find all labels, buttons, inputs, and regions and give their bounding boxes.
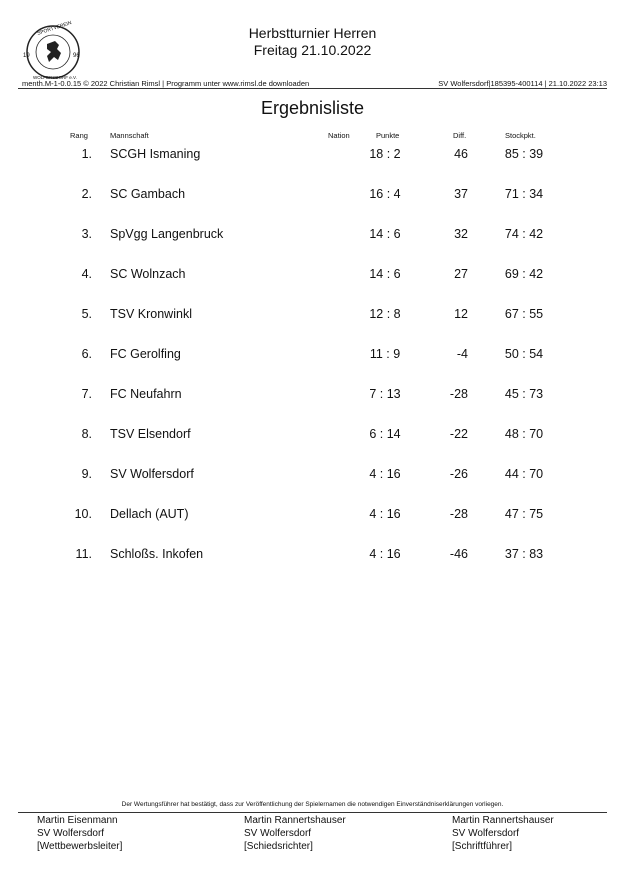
- header-divider: [18, 88, 607, 89]
- logo-text-bottom: WOLFERSDORF e.V.: [33, 75, 77, 80]
- table-row: [0, 307, 625, 327]
- footer-divider: [18, 812, 607, 813]
- stock-cell: 71 : 34: [504, 187, 544, 201]
- signature-block-secretary: [452, 814, 554, 853]
- diff-cell: 32: [454, 227, 468, 241]
- header-points: Punkte: [376, 131, 400, 140]
- stock-cell: 47 : 75: [504, 507, 544, 521]
- team-cell: FC Neufahrn: [110, 387, 182, 401]
- signature-name: Martin Rannertshauser: [452, 815, 554, 826]
- rank-cell: 11.: [75, 547, 92, 561]
- points-cell: 11 : 9: [369, 347, 401, 361]
- points-cell: 12 : 8: [369, 307, 401, 321]
- points-cell: 18 : 2: [369, 147, 401, 161]
- stock-cell: 69 : 42: [504, 267, 544, 281]
- logo-text-top: SPORTVEREIN: [36, 20, 73, 37]
- stock-cell: 67 : 55: [504, 307, 544, 321]
- signature-club: SV Wolfersdorf: [37, 828, 105, 839]
- rank-cell: 10.: [74, 507, 92, 521]
- diff-cell: -22: [449, 427, 468, 441]
- diff-cell: 46: [454, 147, 468, 161]
- diff-cell: -46: [449, 547, 468, 561]
- rank-cell: 1.: [81, 147, 92, 161]
- page-title: Ergebnisliste: [260, 98, 365, 118]
- stock-cell: 48 : 70: [504, 427, 544, 441]
- signature-block-referee: [244, 814, 346, 853]
- points-cell: 14 : 6: [369, 267, 401, 281]
- diff-cell: -28: [449, 387, 468, 401]
- diff-cell: -28: [449, 507, 468, 521]
- points-cell: 16 : 4: [369, 187, 401, 201]
- logo-year-right: 96: [73, 53, 80, 59]
- stock-cell: 74 : 42: [504, 227, 544, 241]
- header-stock: Stockpkt.: [505, 131, 536, 140]
- stock-cell: 50 : 54: [504, 347, 544, 361]
- stock-cell: 44 : 70: [504, 467, 544, 481]
- points-cell: 4 : 16: [369, 547, 401, 561]
- header-team: Mannschaft: [110, 131, 149, 140]
- program-info: menth.M-1-0.0.15 © 2022 Christian Rimsl | Programm unter www.rimsl.de downloaden: [22, 79, 310, 88]
- signature-role: [Schriftführer]: [452, 841, 513, 852]
- table-row: [0, 547, 625, 567]
- signature-name: Martin Rannertshauser: [244, 815, 346, 826]
- tournament-date: Freitag 21.10.2022: [253, 42, 372, 58]
- rank-cell: 4.: [81, 267, 92, 281]
- table-row: [0, 387, 625, 407]
- rank-cell: 5.: [81, 307, 92, 321]
- stock-cell: 37 : 83: [504, 547, 544, 561]
- points-cell: 4 : 16: [369, 467, 401, 481]
- points-cell: 6 : 14: [369, 427, 401, 441]
- tournament-title: Herbstturnier Herren: [248, 25, 377, 41]
- team-cell: Schloßs. Inkofen: [110, 547, 204, 561]
- team-cell: SC Gambach: [110, 187, 186, 201]
- rank-cell: 3.: [81, 227, 92, 241]
- diff-cell: -26: [449, 467, 468, 481]
- team-cell: SpVgg Langenbruck: [110, 227, 224, 241]
- rank-cell: 6.: [81, 347, 92, 361]
- team-cell: TSV Kronwinkl: [110, 307, 192, 321]
- rank-cell: 2.: [81, 187, 92, 201]
- consent-note: Der Wertungsführer hat bestätigt, dass zur Veröffentlichung der Spielernamen die notwendigen Einverständniserklärungen vorliegen.: [121, 801, 504, 808]
- diff-cell: 37: [454, 187, 468, 201]
- table-row: [0, 227, 625, 247]
- rank-cell: 8.: [81, 427, 92, 441]
- header-diff: Diff.: [453, 131, 467, 140]
- logo-year-left: 19: [23, 53, 30, 59]
- stock-cell: 45 : 73: [504, 387, 544, 401]
- signature-club: SV Wolfersdorf: [452, 828, 520, 839]
- stock-cell: 85 : 39: [504, 147, 544, 161]
- table-row: [0, 507, 625, 527]
- table-row: [0, 147, 625, 167]
- signature-role: [Wettbewerbsleiter]: [37, 841, 123, 852]
- points-cell: 4 : 16: [369, 507, 401, 521]
- signature-club: SV Wolfersdorf: [244, 828, 312, 839]
- points-cell: 7 : 13: [369, 387, 401, 401]
- table-row: [0, 267, 625, 287]
- table-row: [0, 347, 625, 367]
- table-row: [0, 187, 625, 207]
- signature-role: [Schiedsrichter]: [244, 841, 313, 852]
- table-row: [0, 467, 625, 487]
- signature-block-competition-leader: [37, 814, 122, 853]
- diff-cell: 27: [454, 267, 468, 281]
- diff-cell: 12: [454, 307, 468, 321]
- club-timestamp: SV Wolfersdorf|185395-400114 | 21.10.2022 23:13: [438, 79, 607, 88]
- team-cell: FC Gerolfing: [110, 347, 181, 361]
- header-nation: Nation: [328, 131, 350, 140]
- team-cell: Dellach (AUT): [110, 507, 189, 521]
- points-cell: 14 : 6: [369, 227, 401, 241]
- rank-cell: 7.: [81, 387, 92, 401]
- signature-name: Martin Eisenmann: [37, 815, 118, 826]
- team-cell: SV Wolfersdorf: [110, 467, 194, 481]
- team-cell: TSV Elsendorf: [110, 427, 191, 441]
- team-cell: SC Wolnzach: [110, 267, 186, 281]
- team-cell: SCGH Ismaning: [110, 147, 201, 161]
- table-row: [0, 427, 625, 447]
- header-rank: Rang: [70, 131, 88, 140]
- diff-cell: -4: [456, 347, 468, 361]
- rank-cell: 9.: [81, 467, 92, 481]
